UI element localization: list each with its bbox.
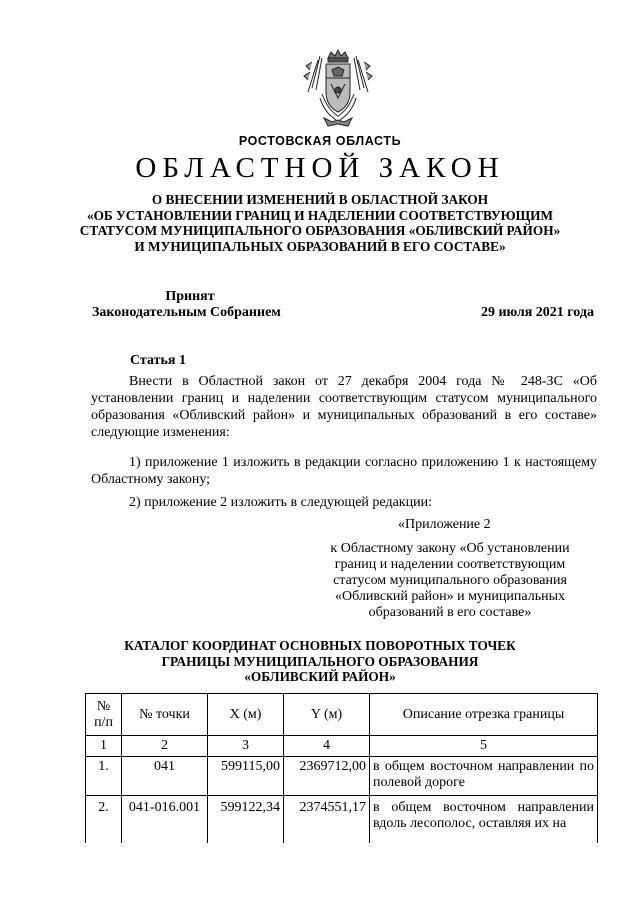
list-item-number: 1)	[129, 455, 141, 470]
table-cell: 2374551,17	[284, 796, 370, 846]
article-paragraph-3	[91, 494, 597, 511]
table-index-row	[86, 736, 598, 757]
law-type-heading: ОБЛАСТНОЙ ЗАКОН	[135, 152, 505, 184]
table-cell: в общем восточном направлении вдоль лесополос, оставляя их на	[370, 796, 598, 846]
column-header-y: Y (м)	[284, 694, 370, 736]
catalog-title	[0, 638, 640, 685]
adopted-date: 29 июля 2021 года	[480, 305, 594, 320]
law-title	[0, 192, 640, 254]
table-cell: 599122,34	[208, 796, 284, 846]
appendix-reference	[310, 541, 590, 621]
appendix-line: образований в его составе»	[368, 605, 532, 620]
page-crop-edge	[0, 843, 640, 905]
catalog-title-line: ГРАНИЦЫ МУНИЦИПАЛЬНОГО ОБРАЗОВАНИЯ	[161, 653, 479, 669]
table-cell: 1	[86, 736, 122, 757]
region-name: РОСТОВСКАЯ ОБЛАСТЬ	[238, 134, 402, 148]
table-cell: 2.	[86, 796, 122, 846]
catalog-title-line: КАТАЛОГ КООРДИНАТ ОСНОВНЫХ ПОВОРОТНЫХ ТОЧЕК	[124, 638, 516, 653]
appendix-line: статусом муниципального образования	[333, 573, 567, 588]
law-title-line: «ОБ УСТАНОВЛЕНИИ ГРАНИЦ И НАДЕЛЕНИИ СООТВЕТСТВУЮЩИМ	[86, 207, 554, 223]
table-cell: в общем восточном направлении по полевой дороге	[370, 757, 598, 796]
adopted-label: Принят	[165, 289, 215, 304]
appendix-line: к Областному закону «Об установлении	[330, 541, 570, 556]
table-cell: 2369712,00	[284, 757, 370, 796]
catalog-title-line: «ОБЛИВСКИЙ РАЙОН»	[244, 669, 396, 685]
article-paragraph-2	[91, 454, 597, 488]
table-cell: 1.	[86, 757, 122, 796]
table-cell: 599115,00	[208, 757, 284, 796]
appendix-line: «Обливский район» и муниципальных	[334, 589, 565, 604]
table-cell: 5	[370, 736, 598, 757]
coordinates-table	[85, 693, 598, 846]
table-cell: 041	[122, 757, 208, 796]
table-row	[86, 796, 598, 846]
article-paragraph-text: приложение 1 изложить в редакции согласно приложению 1 к настоящему Областному закону;	[91, 455, 598, 487]
article-paragraph-1	[91, 373, 597, 441]
article-paragraph-text: 2) приложение 2 изложить в следующей редакции:	[129, 495, 432, 510]
article-title: Статья 1	[130, 353, 186, 368]
appendix-line: границ и наделении соответствующим	[334, 557, 566, 572]
law-title-line: СТАТУСОМ МУНИЦИПАЛЬНОГО ОБРАЗОВАНИЯ «ОБЛИВСКИЙ РАЙОН»	[79, 223, 561, 239]
law-title-line: О ВНЕСЕНИИ ИЗМЕНЕНИЙ В ОБЛАСТНОЙ ЗАКОН	[151, 192, 489, 207]
table-cell: 041-016.001	[122, 796, 208, 846]
table-cell: 4	[284, 736, 370, 757]
article-paragraph-text: Внести в Областной закон от 27 декабря 2004 года № 248-ЗС «Об установлении границ и наделении соответствующим статусом муниципального образования «Обливский район» и муниципальных образований в его составе» следующие изменения:	[91, 374, 597, 440]
adopted-by: Законодательным Собранием	[92, 305, 281, 320]
law-title-line: И МУНИЦИПАЛЬНЫХ ОБРАЗОВАНИЙ В ЕГО СОСТАВЕ»	[134, 238, 506, 254]
coat-of-arms-icon	[298, 48, 378, 128]
table-header-row	[86, 694, 598, 736]
table-cell: 3	[208, 736, 284, 757]
column-header-num: № п/п	[86, 694, 122, 736]
table-row	[86, 757, 598, 796]
appendix-heading: «Приложение 2	[398, 517, 491, 532]
column-header-point: № точки	[122, 694, 208, 736]
column-header-x: X (м)	[208, 694, 284, 736]
column-header-desc: Описание отрезка границы	[370, 694, 598, 736]
table-cell: 2	[122, 736, 208, 757]
